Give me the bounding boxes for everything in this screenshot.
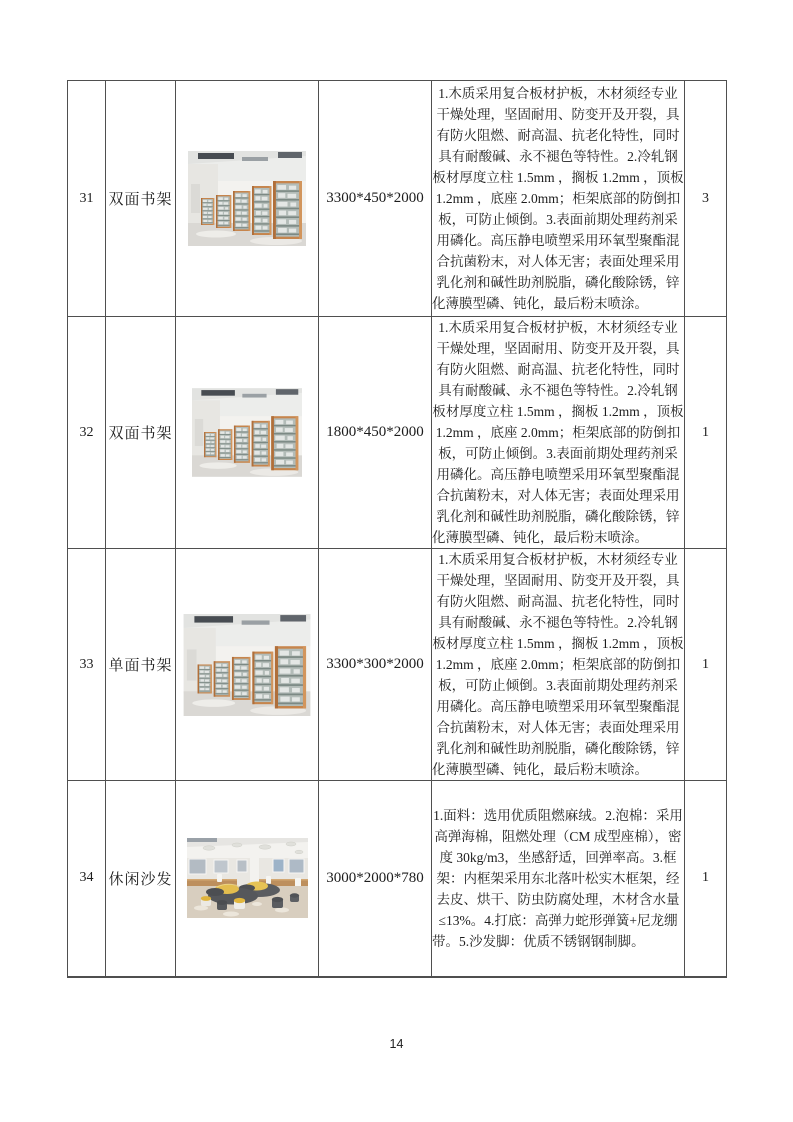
item-description-cell: 1.木质采用复合板材护板，木材须经专业干燥处理，坚固耐用、防变开及开裂，具有防火阻燃、耐高温、抗老化特性，同时具有耐酸碱、永不褪色等特性。2.冷轧钢板材厚度立柱 1.5mm ，搁板 1.2mm ，顶板 1.2mm ，底座 2.0mm；柜架底部的防倒扣板，可防止倾倒。3.表面前期处理药剂采用磷化。高压静电喷塑采用环氧型聚酯混合抗菌粉末，对人体无害；表面处理采用乳化剂和碱性助剂脱脂，磷化酸除锈，锌化薄膜型磷、钝化，最后粉末喷涂。 bbox=[432, 317, 685, 549]
item-qty-cell: 1 bbox=[685, 549, 727, 781]
item-description-cell: 1.木质采用复合板材护板，木材须经专业干燥处理，坚固耐用、防变开及开裂，具有防火阻燃、耐高温、抗老化特性，同时具有耐酸碱、永不褪色等特性。2.冷轧钢板材厚度立柱 1.5mm ，搁板 1.2mm ，顶板 1.2mm ，底座 2.0mm；柜架底部的防倒扣板，可防止倾倒。3.表面前期处理药剂采用磷化。高压静电喷塑采用环氧型聚酯混合抗菌粉末，对人体无害；表面处理采用乳化剂和碱性助剂脱脂，磷化酸除锈，锌化薄膜型磷、钝化，最后粉末喷涂。 bbox=[432, 81, 685, 317]
table-row bbox=[68, 781, 727, 977]
row-number-cell: 32 bbox=[68, 317, 106, 549]
item-name-cell: 双面书架 bbox=[106, 317, 176, 549]
item-description-cell: 1.木质采用复合板材护板，木材须经专业干燥处理，坚固耐用、防变开及开裂，具有防火阻燃、耐高温、抗老化特性，同时具有耐酸碱、永不褪色等特性。2.冷轧钢板材厚度立柱 1.5mm ，搁板 1.2mm ，顶板 1.2mm ，底座 2.0mm；柜架底部的防倒扣板，可防止倾倒。3.表面前期处理药剂采用磷化。高压静电喷塑采用环氧型聚酯混合抗菌粉末，对人体无害；表面处理采用乳化剂和碱性助剂脱脂，磷化酸除锈，锌化薄膜型磷、钝化，最后粉末喷涂。 bbox=[432, 549, 685, 781]
table-row bbox=[68, 81, 727, 317]
bookshelf-photo bbox=[188, 151, 306, 246]
item-qty-cell: 1 bbox=[685, 317, 727, 549]
item-photo-cell bbox=[176, 781, 319, 977]
item-photo-cell bbox=[176, 81, 319, 317]
item-size-cell: 3000*2000*780 bbox=[319, 781, 432, 977]
item-photo-cell bbox=[176, 549, 319, 781]
table-row bbox=[68, 317, 727, 549]
item-size-cell: 3300*450*2000 bbox=[319, 81, 432, 317]
sofa-photo bbox=[187, 838, 308, 918]
item-qty-cell: 3 bbox=[685, 81, 727, 317]
item-qty-cell: 1 bbox=[685, 781, 727, 977]
bookshelf-photo bbox=[192, 388, 302, 477]
row-number-cell: 34 bbox=[68, 781, 106, 977]
table-row bbox=[68, 549, 727, 781]
product-spec-table bbox=[67, 80, 727, 978]
item-description-cell: 1.面料：选用优质阻燃麻绒。2.泡棉：采用高弹海棉，阻燃处理（CM 成型座棉），密度 30kg/m3，坐感舒适，回弹率高。3.框架：内框架采用东北落叶松实木框架，经去皮、烘干、防虫防腐处理，木材含水量≤13%。4.打底：高弹力蛇形弹簧+尼龙绷带。5.沙发脚：优质不锈钢钢制脚。 bbox=[432, 781, 685, 977]
item-name-cell: 双面书架 bbox=[106, 81, 176, 317]
item-size-cell: 3300*300*2000 bbox=[319, 549, 432, 781]
page-number: 14 bbox=[389, 1037, 404, 1051]
bookshelf-photo bbox=[182, 614, 312, 716]
item-name-cell: 单面书架 bbox=[106, 549, 176, 781]
row-number-cell: 33 bbox=[68, 549, 106, 781]
item-photo-cell bbox=[176, 317, 319, 549]
item-size-cell: 1800*450*2000 bbox=[319, 317, 432, 549]
row-number-cell: 31 bbox=[68, 81, 106, 317]
item-name-cell: 休闲沙发 bbox=[106, 781, 176, 977]
